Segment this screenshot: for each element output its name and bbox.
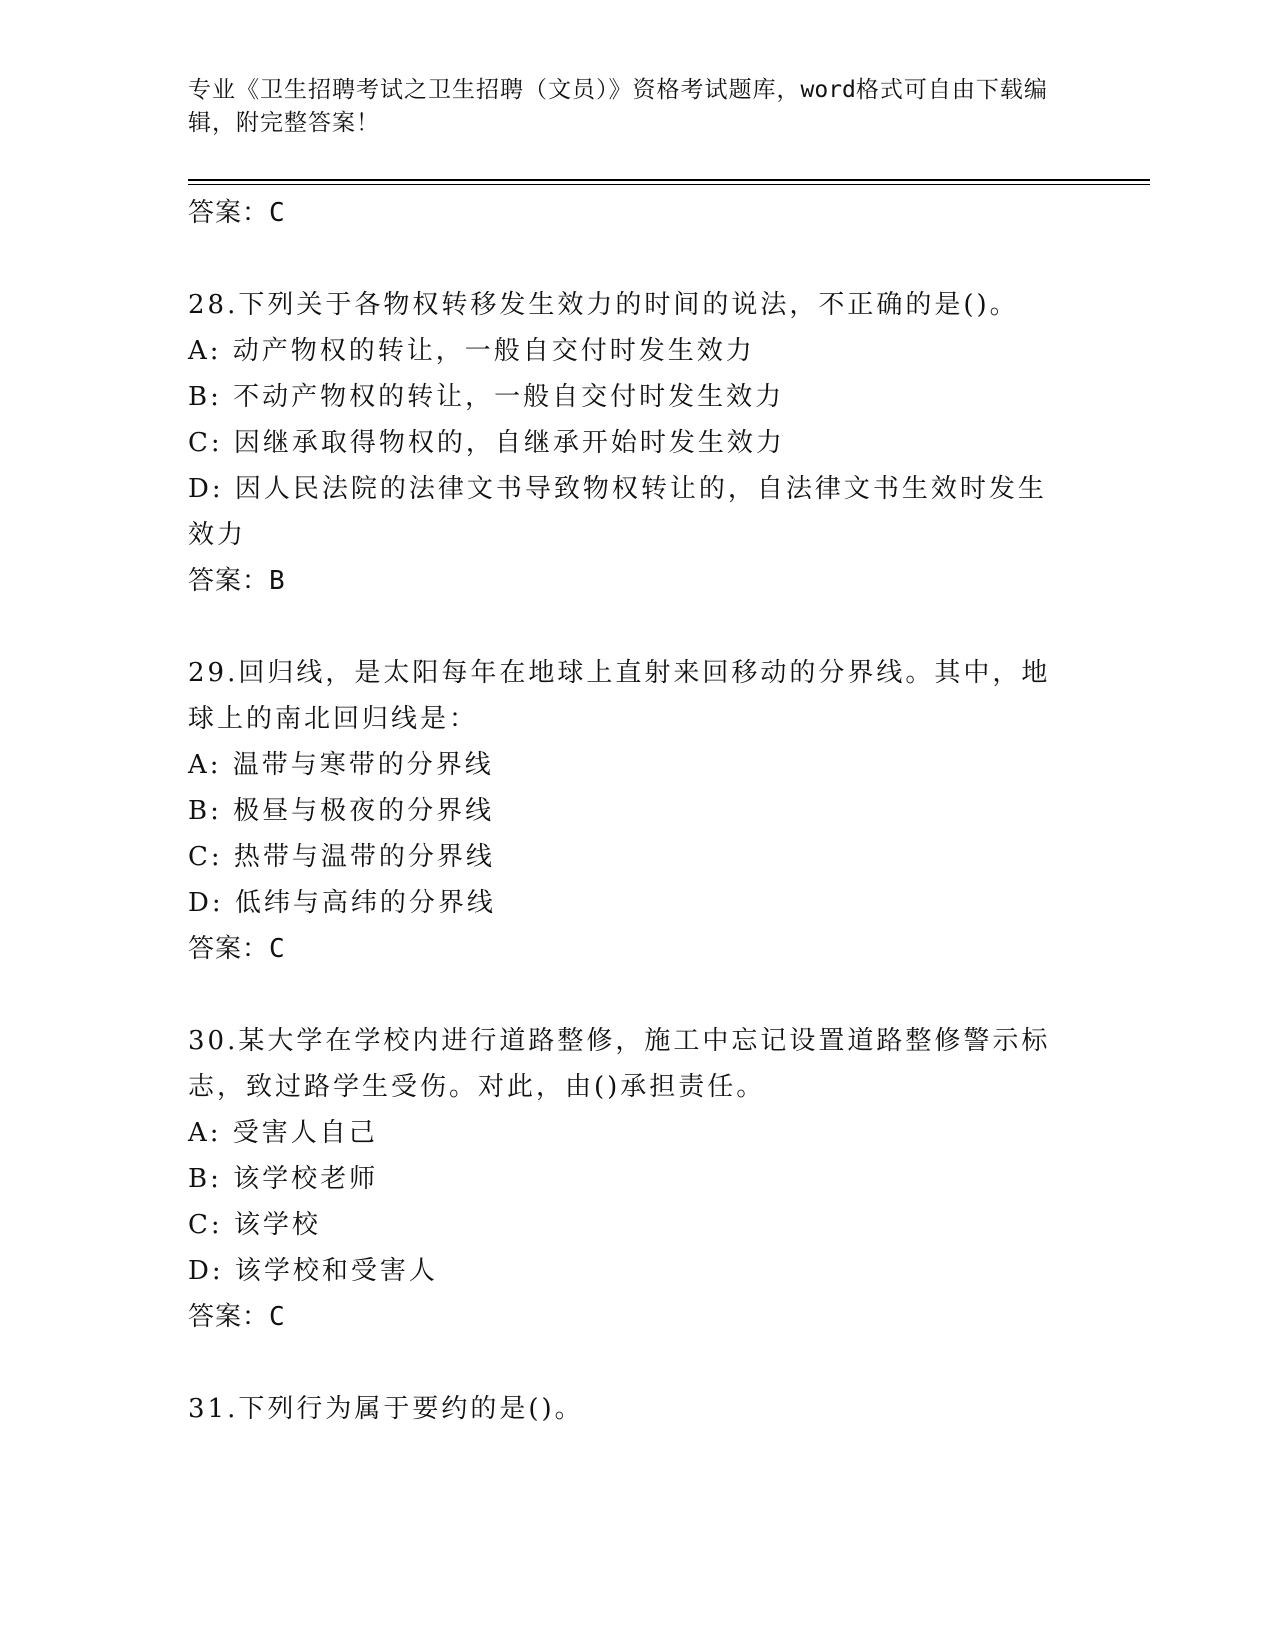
question-stem: 29.回归线，是太阳每年在地球上直射来回移动的分界线。其中，地球上的南北回归线是： xyxy=(188,658,1051,734)
answer-value: C xyxy=(269,934,286,964)
header-word-text: word xyxy=(800,77,856,103)
question-stem: 31.下列行为属于要约的是()。 xyxy=(188,1394,584,1424)
question-stem: 28.下列关于各物权转移发生效力的时间的说法，不正确的是()。 xyxy=(188,290,1019,320)
spacer xyxy=(188,604,1068,650)
option-b: B: 极昼与极夜的分界线 xyxy=(188,796,495,826)
option-d: D: 该学校和受害人 xyxy=(188,1256,438,1286)
option-a: A: 动产物权的转让，一般自交付时发生效力 xyxy=(188,336,755,366)
option-d: D: 因人民法院的法律文书导致物权转让的，自法律文书生效时发生效力 xyxy=(188,474,1047,550)
option-b: B: 不动产物权的转让，一般自交付时发生效力 xyxy=(188,382,785,412)
option-c: C: 该学校 xyxy=(188,1210,321,1240)
answer-line xyxy=(188,926,1068,972)
answer-label: 答案： xyxy=(188,934,270,964)
answer-label: 答案： xyxy=(188,1302,270,1332)
answer-line xyxy=(188,558,1068,604)
question-stem: 30.某大学在学校内进行道路整修，施工中忘记设置道路整修警示标志，致过路学生受伤。对此，由()承担责任。 xyxy=(188,1026,1051,1102)
document-header xyxy=(188,74,1088,140)
option-b: B: 该学校老师 xyxy=(188,1164,379,1194)
spacer xyxy=(188,1340,1068,1386)
option-c: C: 热带与温带的分界线 xyxy=(188,842,495,872)
option-a: A: 温带与寒带的分界线 xyxy=(188,750,494,780)
header-text-end: 格式可自由下载编辑，附完整答案！ xyxy=(188,77,1048,136)
answer-value: B xyxy=(269,566,286,596)
option-d: D: 低纬与高纬的分界线 xyxy=(188,888,496,918)
option-c: C: 因继承取得物权的，自继承开始时发生效力 xyxy=(188,428,785,458)
option-a: A: 受害人自己 xyxy=(188,1118,378,1148)
answer-value: C xyxy=(269,1302,286,1332)
answer-value: C xyxy=(269,198,286,228)
header-rule-thick xyxy=(188,179,1150,181)
answer-label: 答案： xyxy=(188,566,270,596)
answer-line xyxy=(188,190,1068,236)
spacer xyxy=(188,236,1068,282)
header-text-start: 专业《卫生招聘考试之卫生招聘（文员）》资格考试题库， xyxy=(188,77,801,103)
spacer xyxy=(188,972,1068,1018)
answer-line xyxy=(188,1294,1068,1340)
answer-label: 答案： xyxy=(188,198,270,228)
question-list xyxy=(188,190,1068,1432)
header-rule-thin xyxy=(188,184,1150,185)
